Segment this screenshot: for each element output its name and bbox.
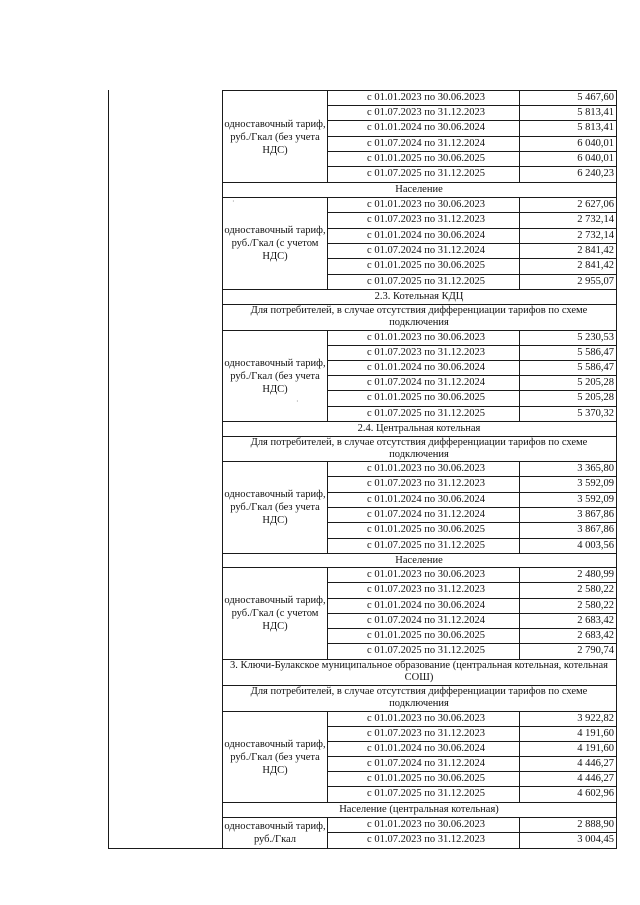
period-cell: с 01.07.2025 по 31.12.2025 xyxy=(367,276,485,287)
tariff-label: одноставочный тариф, руб./Гкал (без учета НДС) xyxy=(224,739,326,776)
period-cell: с 01.01.2025 по 30.06.2025 xyxy=(367,153,485,164)
subsection-header: Для потребителей, в случае отсутствия дифференциации тарифов по схеме подключения xyxy=(250,686,588,709)
value-cell: 5 230,53 xyxy=(577,332,614,343)
subsection-header: Для потребителей, в случае отсутствия дифференциации тарифов по схеме подключения xyxy=(250,437,588,460)
value-cell: 4 191,60 xyxy=(577,728,614,739)
value-cell: 3 365,80 xyxy=(577,463,614,474)
period-cell: с 01.07.2024 по 31.12.2024 xyxy=(367,245,485,256)
period-cell: с 01.07.2023 по 31.12.2023 xyxy=(367,107,485,118)
period-cell: с 01.01.2025 по 30.06.2025 xyxy=(367,630,485,641)
value-cell: 2 683,42 xyxy=(577,615,614,626)
value-cell: 4 602,96 xyxy=(577,788,614,799)
value-cell: 4 003,56 xyxy=(577,540,614,551)
tariff-label: одноставочный тариф, руб./Гкал (без учета НДС) xyxy=(224,358,326,395)
value-cell: 6 040,01 xyxy=(577,138,614,149)
tariff-label: одноставочный тариф, руб./Гкал (без учета НДС) xyxy=(224,119,326,156)
period-cell: с 01.01.2025 по 30.06.2025 xyxy=(367,392,485,403)
value-cell: 6 240,23 xyxy=(577,168,614,179)
period-cell: с 01.01.2023 по 30.06.2023 xyxy=(367,463,485,474)
scan-speck: · xyxy=(232,197,235,206)
period-cell: с 01.01.2023 по 30.06.2023 xyxy=(367,713,485,724)
value-cell: 2 580,22 xyxy=(577,584,614,595)
period-cell: с 01.01.2025 по 30.06.2025 xyxy=(367,773,485,784)
section-header: 3. Ключи-Булакское муниципальное образование (центральная котельная, котельная СОШ) xyxy=(230,660,608,683)
period-cell: с 01.07.2024 по 31.12.2024 xyxy=(367,509,485,520)
period-cell: с 01.07.2025 по 31.12.2025 xyxy=(367,788,485,799)
tariff-label: одноставочный тариф, руб./Гкал (с учетом НДС) xyxy=(224,595,326,632)
section-header: Население (центральная котельная) xyxy=(339,804,499,815)
value-cell: 2 841,42 xyxy=(577,245,614,256)
tariff-label: одноставочный тариф, руб./Гкал xyxy=(224,821,326,845)
period-cell: с 01.07.2023 по 31.12.2023 xyxy=(367,214,485,225)
value-cell: 5 467,60 xyxy=(577,92,614,103)
period-cell: с 01.07.2025 по 31.12.2025 xyxy=(367,645,485,656)
value-cell: 5 370,32 xyxy=(577,408,614,419)
period-cell: с 01.01.2023 по 30.06.2023 xyxy=(367,199,485,210)
period-cell: с 01.01.2024 по 30.06.2024 xyxy=(367,362,485,373)
section-header: Население xyxy=(395,555,443,566)
value-cell: 2 683,42 xyxy=(577,630,614,641)
value-cell: 2 580,22 xyxy=(577,600,614,611)
period-cell: с 01.01.2023 по 30.06.2023 xyxy=(367,569,485,580)
value-cell: 6 040,01 xyxy=(577,153,614,164)
value-cell: 5 205,28 xyxy=(577,392,614,403)
period-cell: с 01.07.2025 по 31.12.2025 xyxy=(367,168,485,179)
tariff-label: одноставочный тариф, руб./Гкал (без учета НДС) xyxy=(224,489,326,526)
period-cell: с 01.07.2024 по 31.12.2024 xyxy=(367,138,485,149)
value-cell: 3 592,09 xyxy=(577,494,614,505)
period-cell: с 01.01.2025 по 30.06.2025 xyxy=(367,524,485,535)
value-cell: 4 446,27 xyxy=(577,758,614,769)
period-cell: с 01.01.2024 по 30.06.2024 xyxy=(367,494,485,505)
value-cell: 2 480,99 xyxy=(577,569,614,580)
value-cell: 5 586,47 xyxy=(577,347,614,358)
value-cell: 2 955,07 xyxy=(577,276,614,287)
period-cell: с 01.07.2024 по 31.12.2024 xyxy=(367,615,485,626)
value-cell: 3 867,86 xyxy=(577,524,614,535)
value-cell: 2 732,14 xyxy=(577,230,614,241)
period-cell: с 01.07.2025 по 31.12.2025 xyxy=(367,408,485,419)
tariff-label: одноставочный тариф, руб./Гкал (с учетом НДС) xyxy=(224,225,326,262)
period-cell: с 01.07.2024 по 31.12.2024 xyxy=(367,377,485,388)
subsection-header: Для потребителей, в случае отсутствия дифференциации тарифов по схеме подключения xyxy=(250,305,588,328)
value-cell: 5 813,41 xyxy=(577,122,614,133)
value-cell: 5 205,28 xyxy=(577,377,614,388)
period-cell: с 01.07.2023 по 31.12.2023 xyxy=(367,728,485,739)
value-cell: 3 922,82 xyxy=(577,713,614,724)
value-cell: 3 004,45 xyxy=(577,834,614,845)
value-cell: 4 446,27 xyxy=(577,773,614,784)
period-cell: с 01.01.2025 по 30.06.2025 xyxy=(367,260,485,271)
section-header: 2.4. Центральная котельная xyxy=(357,423,481,434)
value-cell: 5 586,47 xyxy=(577,362,614,373)
section-header: 2.3. Котельная КДЦ xyxy=(374,291,464,302)
period-cell: с 01.01.2024 по 30.06.2024 xyxy=(367,600,485,611)
period-cell: с 01.07.2024 по 31.12.2024 xyxy=(367,758,485,769)
value-cell: 3 867,86 xyxy=(577,509,614,520)
scan-speck: · xyxy=(296,397,299,406)
value-cell: 5 813,41 xyxy=(577,107,614,118)
section-header: Население xyxy=(395,184,443,195)
value-cell: 2 732,14 xyxy=(577,214,614,225)
period-cell: с 01.01.2023 по 30.06.2023 xyxy=(367,332,485,343)
value-cell: 4 191,60 xyxy=(577,743,614,754)
value-cell: 2 627,06 xyxy=(577,199,614,210)
period-cell: с 01.01.2024 по 30.06.2024 xyxy=(367,122,485,133)
value-cell: 2 888,90 xyxy=(577,819,614,830)
period-cell: с 01.01.2023 по 30.06.2023 xyxy=(367,92,485,103)
period-cell: с 01.01.2024 по 30.06.2024 xyxy=(367,743,485,754)
period-cell: с 01.01.2023 по 30.06.2023 xyxy=(367,819,485,830)
period-cell: с 01.07.2023 по 31.12.2023 xyxy=(367,834,485,845)
value-cell: 2 790,74 xyxy=(577,645,614,656)
period-cell: с 01.01.2024 по 30.06.2024 xyxy=(367,230,485,241)
period-cell: с 01.07.2023 по 31.12.2023 xyxy=(367,584,485,595)
value-cell: 3 592,09 xyxy=(577,478,614,489)
period-cell: с 01.07.2023 по 31.12.2023 xyxy=(367,347,485,358)
period-cell: с 01.07.2025 по 31.12.2025 xyxy=(367,540,485,551)
period-cell: с 01.07.2023 по 31.12.2023 xyxy=(367,478,485,489)
value-cell: 2 841,42 xyxy=(577,260,614,271)
